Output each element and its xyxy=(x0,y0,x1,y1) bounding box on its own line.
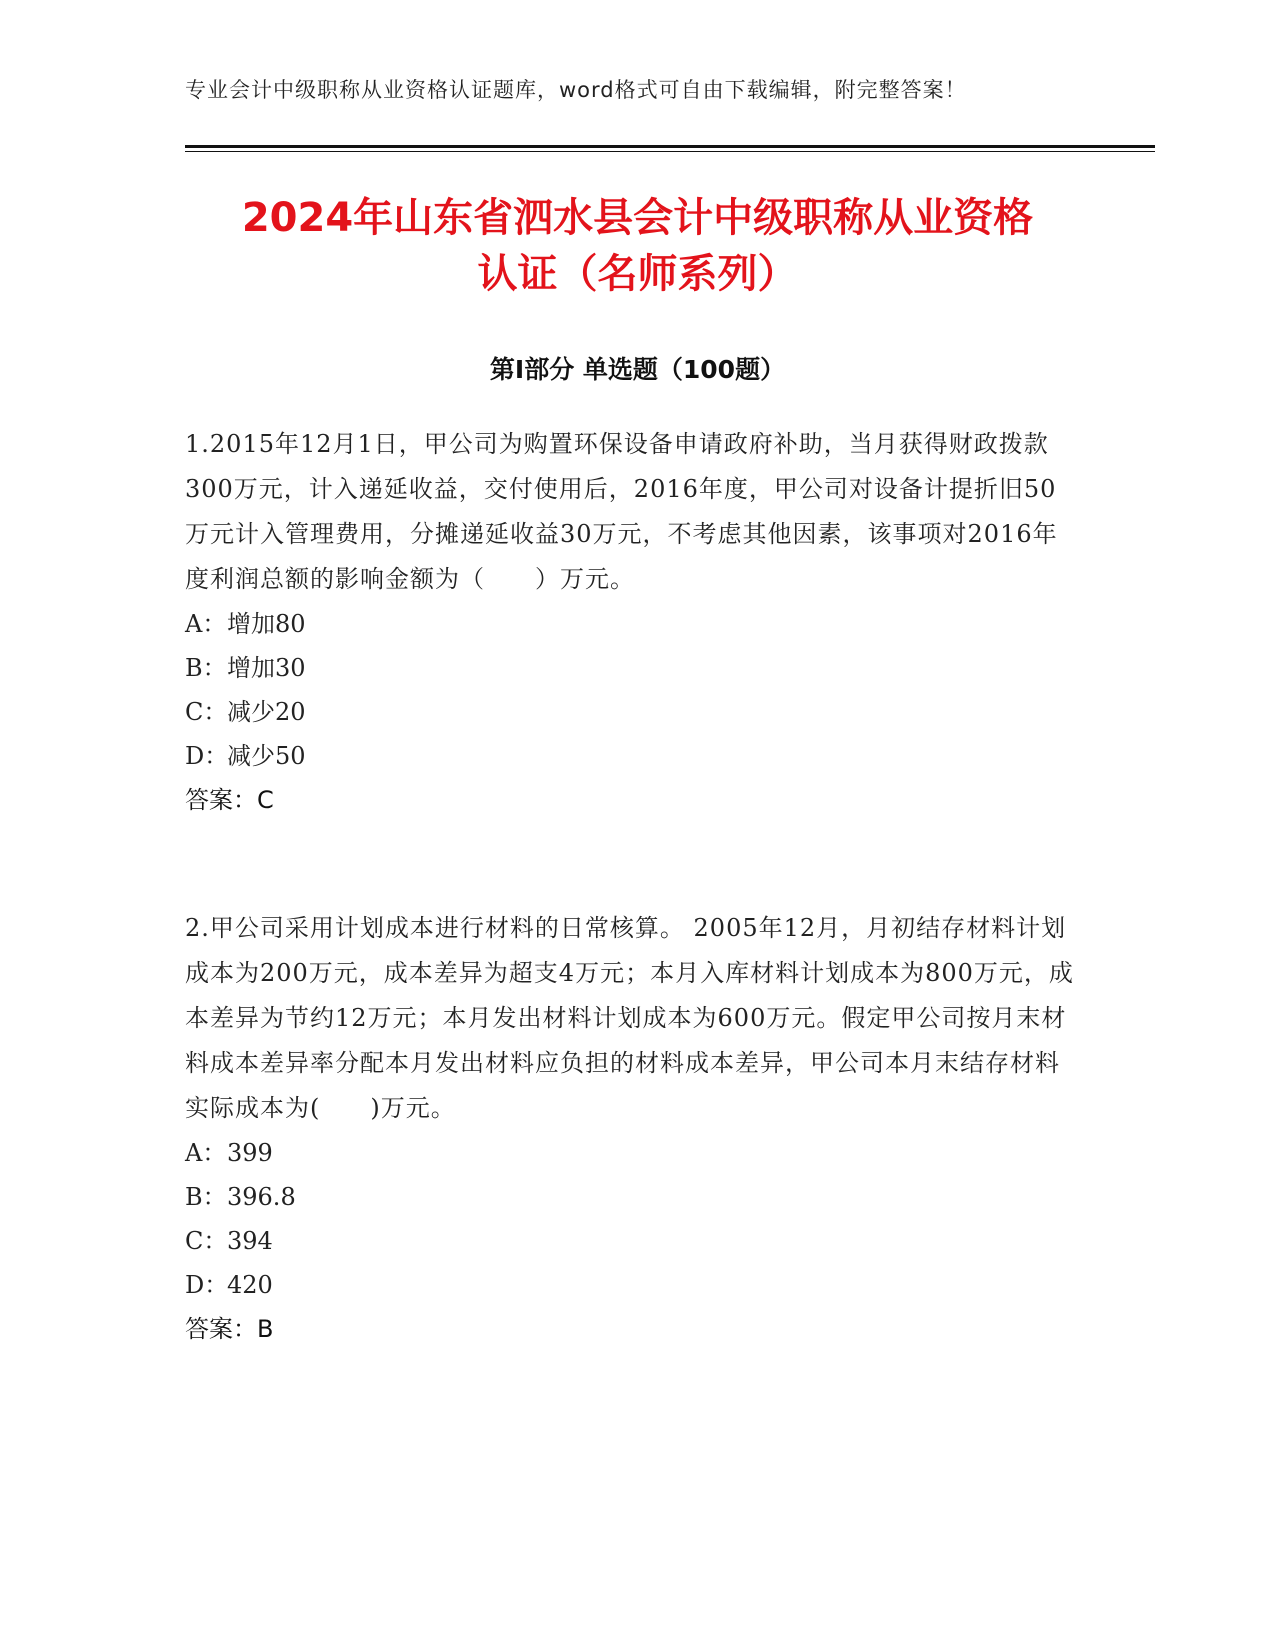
option-letter: A： xyxy=(185,1139,227,1167)
option-text: 增加30 xyxy=(227,654,306,682)
option-text: 增加80 xyxy=(227,610,306,638)
option-letter: D： xyxy=(185,1271,229,1299)
option-list xyxy=(185,1131,1075,1307)
option-letter: B： xyxy=(185,654,227,682)
section-title: 第I部分 单选题（100题） xyxy=(489,355,786,384)
document-title-line-2: 认证（名师系列） xyxy=(477,251,798,297)
header-note: 专业会计中级职称从业资格认证题库，word格式可自由下载编辑，附完整答案！ xyxy=(185,78,967,102)
option-list xyxy=(185,602,1075,778)
question-2 xyxy=(185,906,1075,1351)
question-1 xyxy=(185,422,1075,822)
option-text: 394 xyxy=(227,1227,273,1255)
option-letter: A： xyxy=(185,610,227,638)
option-d xyxy=(185,1263,1075,1307)
option-letter: B： xyxy=(185,1183,227,1211)
option-letter: C： xyxy=(185,1227,228,1255)
option-c xyxy=(185,690,1075,734)
option-a xyxy=(185,1131,1075,1175)
option-b xyxy=(185,1175,1075,1219)
option-text: 减少20 xyxy=(227,698,306,726)
option-c xyxy=(185,1219,1075,1263)
document-title-line-1: 2024年山东省泗水县会计中级职称从业资格 xyxy=(241,195,1034,241)
header-rule-thin xyxy=(185,151,1155,152)
option-d xyxy=(185,734,1075,778)
option-text: 420 xyxy=(227,1271,273,1299)
document-title xyxy=(160,190,1115,302)
header-rule-thick xyxy=(185,145,1155,148)
option-b xyxy=(185,646,1075,690)
option-text: 396.8 xyxy=(227,1183,296,1211)
option-a xyxy=(185,602,1075,646)
option-letter: C： xyxy=(185,698,228,726)
question-stem: 1.2015年12月1日，甲公司为购置环保设备申请政府补助，当月获得财政拨款300万元，计入递延收益，交付使用后，2016年度，甲公司对设备计提折旧50万元计入管理费用，分摊递延收益30万元，不考虑其他因素，该事项对2016年度利润总额的影响金额为（ ）万元。 xyxy=(185,430,1058,593)
option-letter: D： xyxy=(185,742,229,770)
answer-line: 答案：B xyxy=(185,1315,274,1343)
answer-line: 答案：C xyxy=(185,786,274,814)
option-text: 399 xyxy=(227,1139,273,1167)
option-text: 减少50 xyxy=(227,742,306,770)
question-stem: 2.甲公司采用计划成本进行材料的日常核算。 2005年12月，月初结存材料计划成本为200万元，成本差异为超支4万元；本月入库材料计划成本为800万元，成本差异为节约12万元；本月发出材料计划成本为600万元。假定甲公司按月末材料成本差异率分配本月发出材料应负担的材料成本差异，甲公司本月末结存材料实际成本为( )万元。 xyxy=(185,914,1074,1122)
